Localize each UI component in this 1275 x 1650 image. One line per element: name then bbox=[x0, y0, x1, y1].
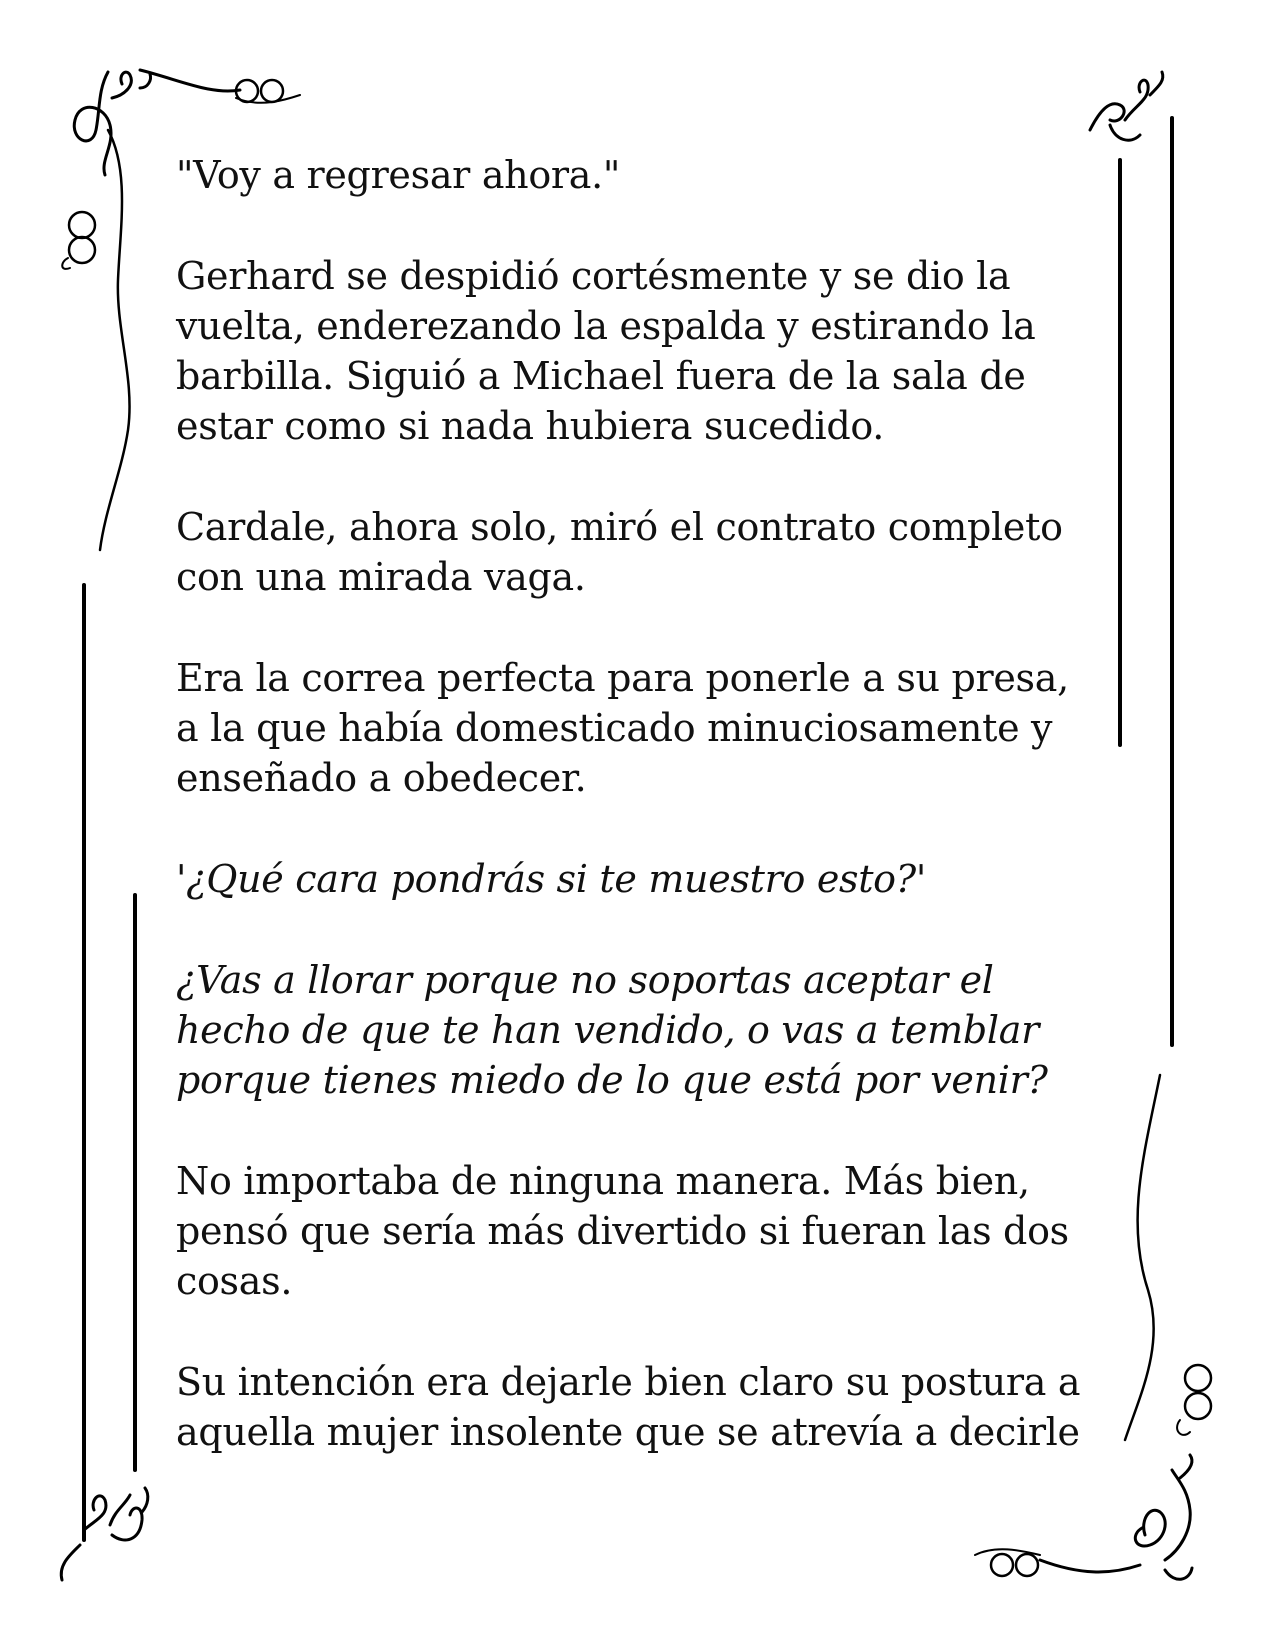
paragraph-6: ¿Vas a llorar porque no soportas aceptar el hecho de que te han vendido, o vas a temblar porque tienes miedo de lo que está por venir? bbox=[176, 958, 1048, 1102]
paragraph-4: Era la correa perfecta para ponerle a su presa, a la que había domesticado minuciosamente y enseñado a obedecer. bbox=[176, 656, 1069, 800]
paragraph-7: No importaba de ninguna manera. Más bien, pensó que sería más divertido si fueran las dos cosas. bbox=[176, 1159, 1069, 1303]
top-right-flourish-icon bbox=[1090, 72, 1163, 140]
right-loop-icon bbox=[1177, 1365, 1211, 1435]
bottom-left-flourish-icon bbox=[61, 1488, 148, 1580]
paragraph-1: "Voy a regresar ahora." bbox=[176, 153, 621, 197]
paragraph-2: Gerhard se despidió cortésmente y se dio la vuelta, enderezando la espalda y estirando la barbilla. Siguió a Michael fuera de la sala de estar como si nada hubiera sucedido. bbox=[176, 254, 1036, 448]
paragraph-5: '¿Qué cara pondrás si te muestro esto?' bbox=[176, 857, 926, 901]
paragraph-3: Cardale, ahora solo, miró el contrato completo con una mirada vaga. bbox=[176, 505, 1063, 599]
document-body bbox=[176, 150, 1096, 1508]
right-swoosh-icon bbox=[1125, 1075, 1160, 1440]
paragraph-8: Su intención era dejarle bien claro su postura a aquella mujer insolente que se atrevía a decirle bbox=[176, 1360, 1081, 1454]
